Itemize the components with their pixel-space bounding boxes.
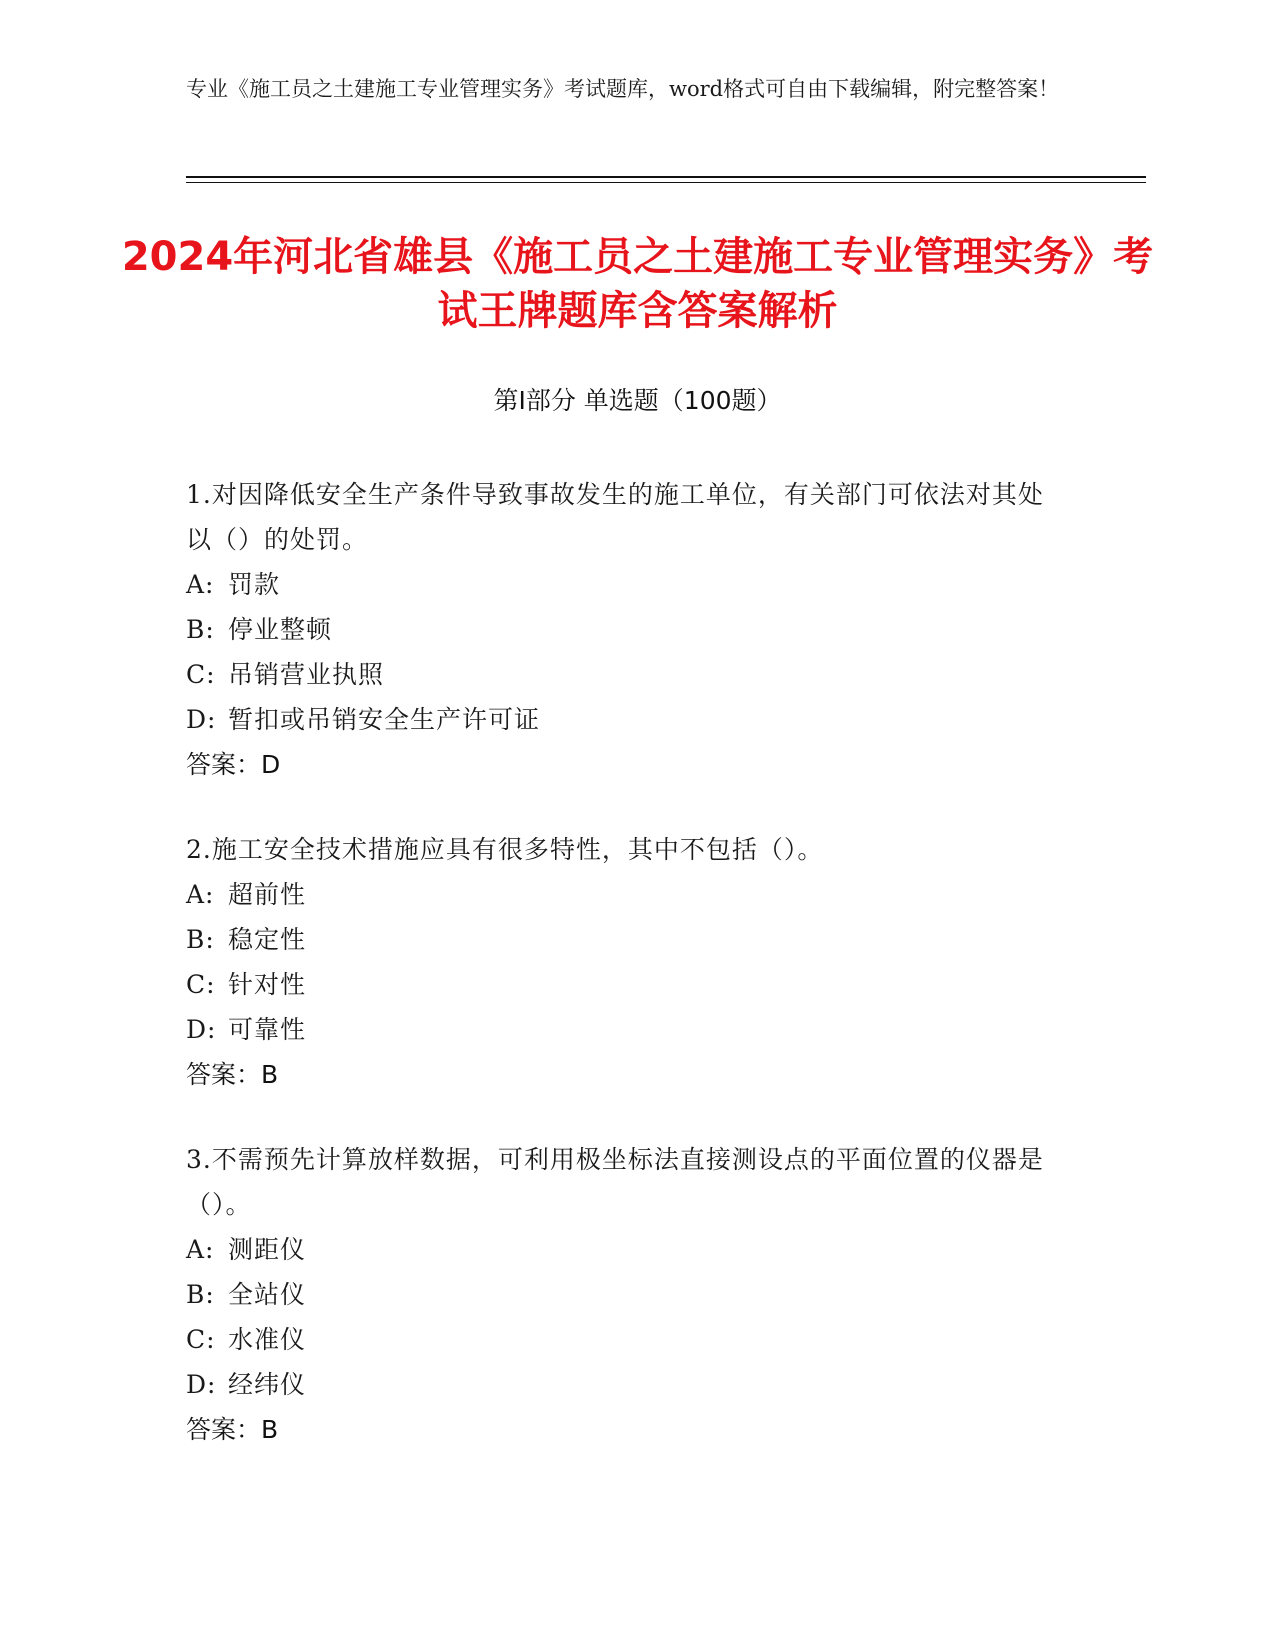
document-title: 2024年河北省雄县《施工员之土建施工专业管理实务》考试王牌题库含答案解析 [121,234,1154,334]
option-text: 超前性 [228,880,307,909]
option-letter: D: [186,1370,217,1399]
option-a [186,1227,1066,1272]
answer-line: 答案：B [186,1415,279,1444]
header-note: 专业《施工员之土建施工专业管理实务》考试题库，word格式可自由下载编辑，附完整答案！ [186,77,1060,101]
option-d [186,1007,1066,1052]
header-divider-thick [186,176,1146,178]
question-stem: 1.对因降低安全生产条件导致事故发生的施工单位，有关部门可依法对其处以（）的处罚。 [186,480,1044,554]
option-c [186,652,1066,697]
question-stem: 2.施工安全技术措施应具有很多特性，其中不包括（）。 [186,835,824,864]
section-title: 第Ⅰ部分 单选题（100题） [493,386,782,415]
option-text: 罚款 [228,570,281,599]
option-text: 水准仪 [228,1325,307,1354]
option-letter: A: [186,1235,215,1264]
option-b [186,1272,1066,1317]
option-d [186,1362,1066,1407]
option-text: 经纬仪 [228,1370,307,1399]
question-1 [186,472,1066,787]
option-text: 测距仪 [228,1235,307,1264]
option-b [186,607,1066,652]
option-b [186,917,1066,962]
option-text: 稳定性 [228,925,307,954]
option-letter: D: [186,705,217,734]
option-a [186,872,1066,917]
option-text: 可靠性 [228,1015,307,1044]
option-letter: A: [186,570,215,599]
option-text: 针对性 [228,970,307,999]
option-c [186,1317,1066,1362]
option-text: 吊销营业执照 [228,660,385,689]
option-a [186,562,1066,607]
option-letter: B: [186,1280,215,1309]
option-letter: C: [186,660,216,689]
answer-line: 答案：B [186,1060,279,1089]
option-c [186,962,1066,1007]
option-letter: B: [186,925,215,954]
question-3 [186,1137,1066,1452]
option-letter: C: [186,1325,216,1354]
header-divider-thin [186,182,1146,183]
answer-line: 答案：D [186,750,281,779]
option-text: 全站仪 [228,1280,307,1309]
option-letter: B: [186,615,215,644]
option-text: 停业整顿 [228,615,333,644]
question-stem: 3.不需预先计算放样数据，可利用极坐标法直接测设点的平面位置的仪器是（）。 [186,1145,1044,1219]
option-text: 暂扣或吊销安全生产许可证 [228,705,541,734]
question-2 [186,827,1066,1097]
option-letter: A: [186,880,215,909]
option-d [186,697,1066,742]
option-letter: C: [186,970,216,999]
question-list [186,472,1066,1492]
option-letter: D: [186,1015,217,1044]
